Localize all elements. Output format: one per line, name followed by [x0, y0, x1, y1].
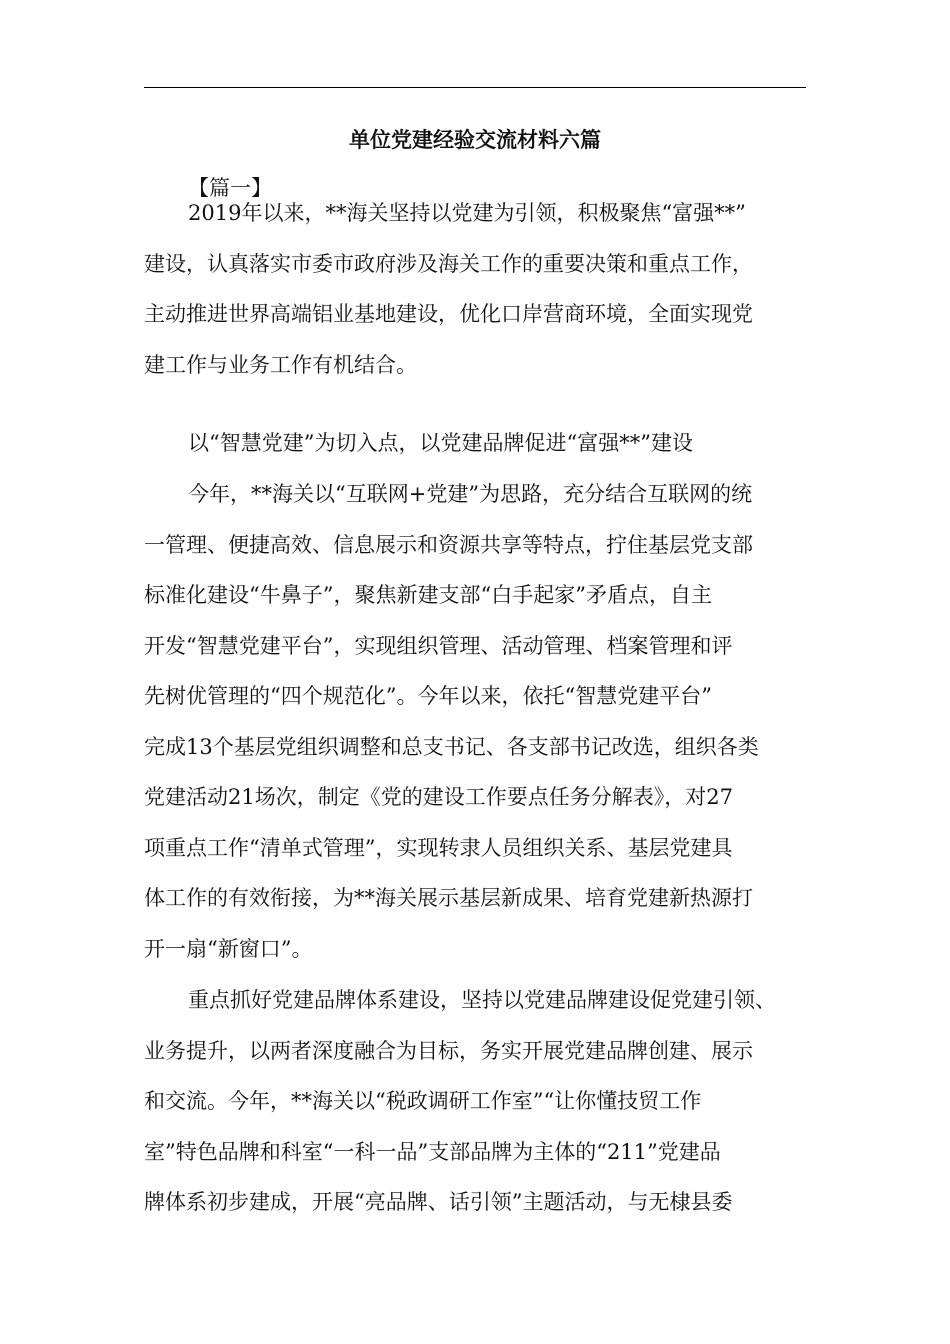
paragraph-line: 主动推进世界高端铝业基地建设，优化口岸营商环境，全面实现党	[144, 302, 753, 326]
section-label: 【篇一】	[188, 176, 272, 200]
header-rule	[144, 87, 806, 88]
paragraph-line: 重点抓好党建品牌体系建设，坚持以党建品牌建设促党建引领、	[188, 988, 776, 1012]
paragraph-line: 牌体系初步建成，开展“亮品牌、话引领”主题活动，与无棣县委	[144, 1190, 733, 1214]
paragraph-line: 和交流。今年，**海关以“税政调研工作室”“让你懂技贸工作	[144, 1089, 702, 1113]
paragraph-heading	[144, 428, 806, 479]
paragraph-line: 以“智慧党建”为切入点，以党建品牌促进“富强**”建设	[188, 431, 693, 455]
paragraph-line: 完成13个基层党组织调整和总支书记、各支部书记改选，组织各类	[144, 734, 759, 759]
paragraph-line: 今年，**海关以“互联网+党建”为思路，充分结合互联网的统	[188, 482, 753, 506]
paragraph-line: 项重点工作“清单式管理”，实现转隶人员组织关系、基层党建具	[144, 835, 733, 860]
paragraph-line: 室”特色品牌和科室“一科一品”支部品牌为主体的“211”党建品	[144, 1139, 721, 1164]
paragraph-line: 一管理、便捷高效、信息展示和资源共享等特点，拧住基层党支部	[144, 532, 753, 557]
paragraph-line: 开发“智慧党建平台”，实现组织管理、活动管理、档案管理和评	[144, 633, 733, 658]
paragraph-line: 建设，认真落实市委市政府涉及海关工作的重要决策和重点工作，	[144, 251, 753, 276]
paragraph-line: 先树优管理的“四个规范化”。今年以来，依托“智慧党建平台”	[144, 684, 712, 708]
paragraph-line: 开一扇“新窗口”。	[144, 936, 313, 961]
paragraph-line: 建工作与业务工作有机结合。	[144, 352, 417, 377]
paragraph	[144, 198, 806, 400]
paragraph-line: 党建活动21场次，制定《党的建设工作要点任务分解表》，对27	[144, 785, 733, 809]
paragraph-line: 2019年以来，**海关坚持以党建为引领，积极聚焦“富强**”	[188, 201, 746, 225]
document-title: 单位党建经验交流材料六篇	[349, 128, 601, 152]
paragraph-line: 标准化建设“牛鼻子”，聚焦新建支部“白手起家”矛盾点，自主	[144, 583, 712, 607]
paragraph	[144, 479, 806, 984]
paragraph-line: 业务提升，以两者深度融合为目标，务实开展党建品牌创建、展示	[144, 1038, 753, 1063]
paragraph	[144, 985, 806, 1238]
paragraph-line: 体工作的有效衔接，为**海关展示基层新成果、培育党建新热源打	[144, 886, 753, 910]
